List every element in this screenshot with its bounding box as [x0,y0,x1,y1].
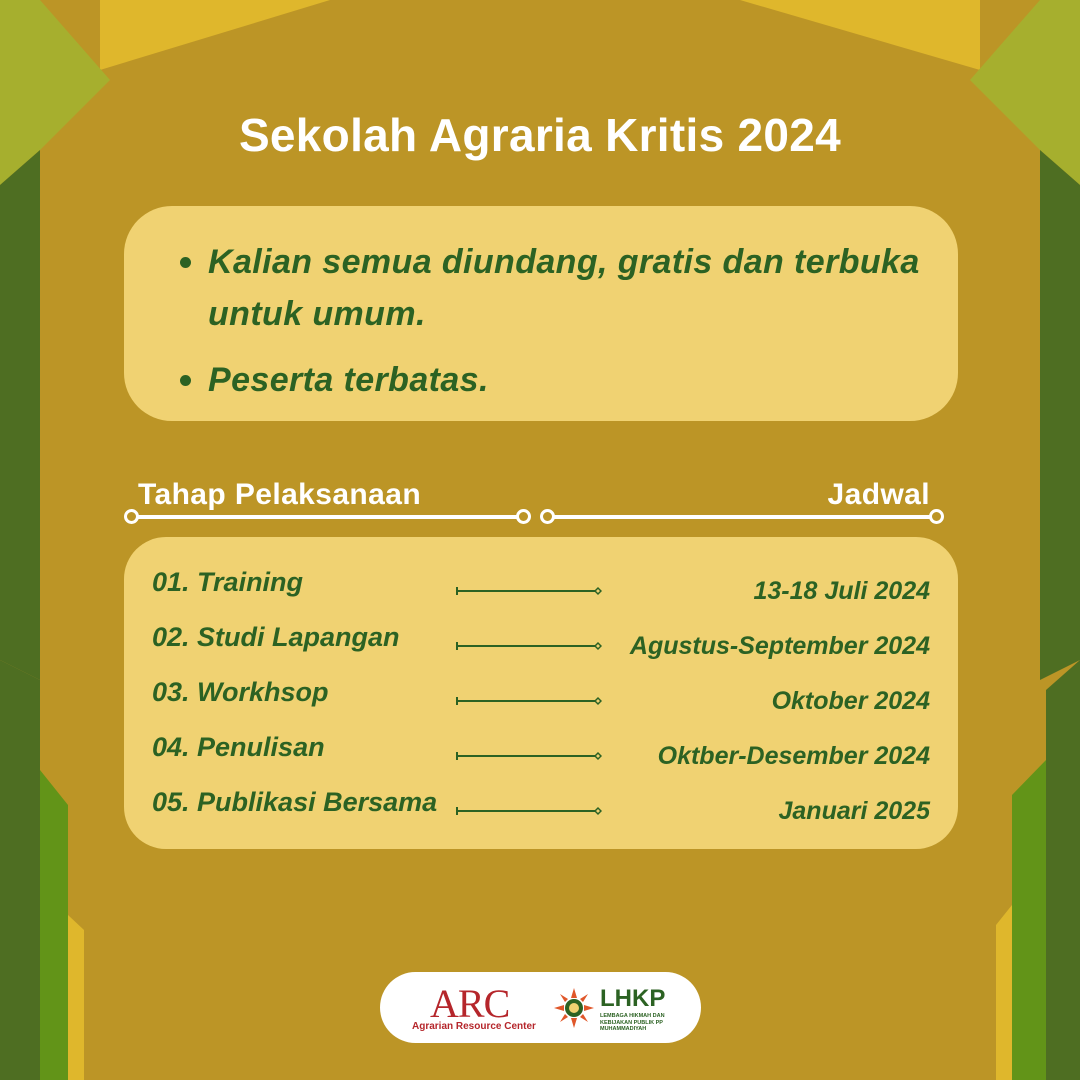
info-item-invite [180,236,940,340]
stage-name: 04. Penulisan [152,732,325,762]
underline-end-dot-icon [929,509,944,524]
stage-date: Januari 2025 [778,797,930,825]
connector-line-icon [456,805,602,817]
stage-date: Agustus-September 2024 [629,632,930,660]
underline-end-dot-icon [516,509,531,524]
schedule-row [124,622,958,662]
schedule-row [124,732,958,772]
schedule-card [124,537,958,849]
info-item-text: Peserta terbatas. [208,361,489,399]
sun-emblem-icon [552,986,596,1030]
underline-end-dot-icon [540,509,555,524]
connector-line-icon [456,750,602,762]
stage-column-header: Tahap Pelaksanaan [138,478,422,511]
arc-logo: ARC [430,981,510,1026]
schedule-row [124,787,958,827]
stage-name: 05. Publikasi Bersama [152,787,438,817]
stage-date: Oktber-Desember 2024 [657,742,930,770]
bullet-icon [180,257,191,268]
schedule-row [124,567,958,607]
date-header-underline [551,515,932,519]
stage-name: 02. Studi Lapangan [152,622,400,652]
lhkp-logo: LHKP [600,985,666,1012]
arc-logo-name: Agrarian Resource Center [412,1021,536,1032]
stage-date: 13-18 Juli 2024 [753,577,930,605]
info-item-limited [180,354,940,406]
info-card [124,206,958,421]
info-item-text: Kalian semua diundang, gratis dan terbuka untuk umum. [208,243,920,333]
schedule-row [124,677,958,717]
connector-line-icon [456,640,602,652]
stage-name: 03. Workhsop [152,677,329,707]
underline-end-dot-icon [124,509,139,524]
info-list [180,236,940,420]
connector-line-icon [456,585,602,597]
partner-logos [380,972,701,1043]
stage-name: 01. Training [152,567,304,597]
date-column-header: Jadwal [827,478,930,511]
lhkp-logo-name: LEMBAGA HIKMAH DAN KEBIJAKAN PUBLIK PP MUHAMMADIYAH [600,1013,665,1032]
stage-date: Oktober 2024 [771,687,930,715]
stage-header-underline [135,515,521,519]
connector-line-icon [456,695,602,707]
bullet-icon [180,375,191,386]
page-title: Sekolah Agraria Kritis 2024 [238,109,842,161]
